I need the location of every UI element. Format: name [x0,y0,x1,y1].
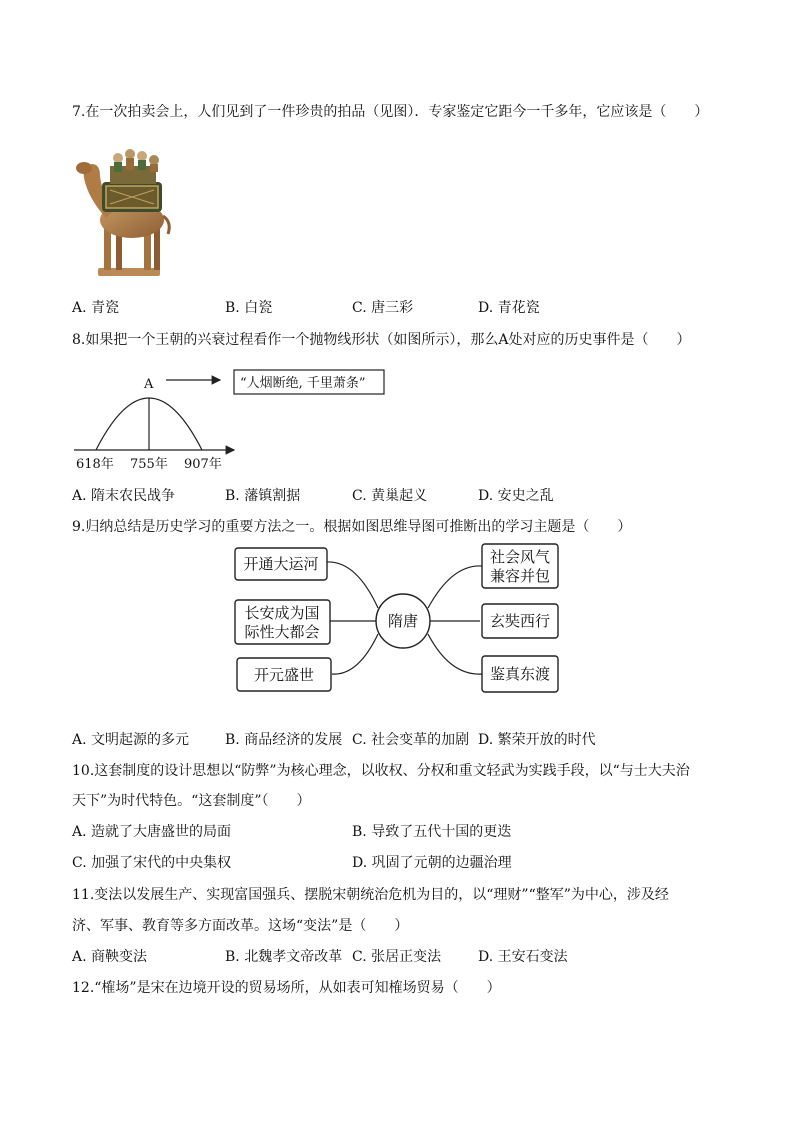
q10-option-c: C. 加强了宋代的中央集权 [72,855,232,871]
q10-option-b: B. 导致了五代十国的更迭 [352,824,512,840]
q11-stem-line1: 11.变法以发展生产、实现富国强兵、摆脱宋朝统治危机为目的，以“理财”“整军”为中心，涉及经 [72,887,669,903]
q11-option-d: D. 王安石变法 [478,949,568,965]
tick-label-618: 618年 [76,457,114,472]
q9-stem: 9.归纳总结是历史学习的重要方法之一。根据如图思维导图可推断出的学习主题是（ ） [72,519,632,535]
q10-option-d: D. 巩固了元朝的边疆治理 [352,855,512,871]
q7-option-d: D. 青花瓷 [478,300,540,316]
q8-option-c: C. 黄巢起义 [352,488,428,504]
q8-option-d: D. 安史之乱 [478,488,554,504]
q10-option-a: A. 造就了大唐盛世的局面 [72,824,232,840]
node-left-2-line2: 际性大都会 [244,623,320,641]
tick-label-755: 755年 [130,457,168,472]
q8-option-a: A. 隋末农民战争 [72,488,176,504]
q12-stem: 12.“榷场”是宋在边境开设的贸易场所，从如表可知榷场贸易（ ） [72,980,501,996]
q9-option-d: D. 繁荣开放的时代 [478,732,596,748]
center-label: 隋唐 [387,612,419,630]
connector-right-3 [428,634,482,674]
q7-option-c: C. 唐三彩 [352,300,414,316]
q11-stem-line2: 济、军事、教育等多方面改革。这场“变法”是（ ） [72,918,409,934]
q9-option-a: A. 文明起源的多元 [72,732,190,748]
q9-option-b: B. 商品经济的发展 [225,732,343,748]
q10-stem-line1: 10.这套制度的设计思想以“防弊”为核心理念，以收权、分权和重文轻武为实践手段，以“与士大夫治 [72,763,690,779]
q7-option-b: B. 白瓷 [225,300,273,316]
node-left-3-label: 开元盛世 [253,666,315,684]
q7-option-a: A. 青瓷 [72,300,120,316]
node-left-1-label: 开通大运河 [243,555,319,573]
q8-parabola-figure [70,368,400,478]
node-right-1-line1: 社会风气 [489,548,551,566]
q9-mindmap [226,538,566,698]
q10-stem-line2: 天下”为时代特色。“这套制度”（ ） [72,793,311,809]
peak-label: A [144,377,154,392]
q11-option-a: A. 商鞅变法 [72,949,148,965]
connector-left-3 [332,634,378,674]
node-left-2-line1: 长安成为国 [244,604,320,622]
q8-stem: 8.如果把一个王朝的兴衰过程看作一个抛物线形状（如图所示），那么A处对应的历史事件是（ ） [72,332,691,348]
connector-left-1 [326,562,378,608]
node-right-2-label: 玄奘西行 [489,612,551,630]
q11-option-c: C. 张居正变法 [352,949,442,965]
q8-option-b: B. 藩镇割据 [225,488,301,504]
q11-option-b: B. 北魏孝文帝改革 [225,949,343,965]
q7-stem: 7.在一次拍卖会上，人们见到了一件珍贵的拍品（见图）．专家鉴定它距今一千多年，它应该是（ ） [72,104,709,120]
connector-right-1 [428,566,482,608]
sancai-camel-image [70,138,180,283]
node-right-1-line2: 兼容并包 [489,567,551,585]
q9-option-c: C. 社会变革的加剧 [352,732,470,748]
node-right-3-label: 鉴真东渡 [489,665,551,683]
tick-label-907: 907年 [184,457,222,472]
callout-text: “人烟断绝, 千里萧条” [240,376,366,391]
